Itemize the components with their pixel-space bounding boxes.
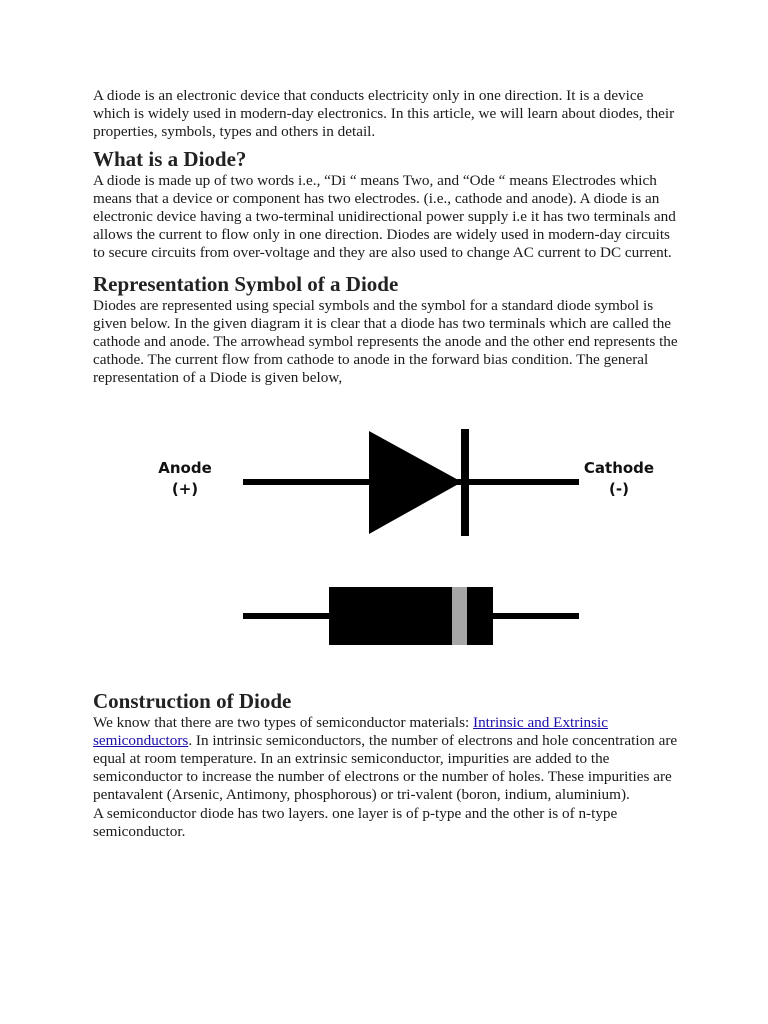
construction-text-before-link: We know that there are two types of semiconductor materials:	[93, 713, 474, 731]
anode-label-text: Anode	[158, 458, 212, 477]
diode-component-cathode-band	[452, 587, 467, 645]
semiconductors-link[interactable]: Intrinsic and Extrinsic semiconductors	[93, 713, 608, 749]
diode-symbol-triangle-anode	[369, 431, 462, 534]
paragraph-construction-layers: A semiconductor diode has two layers. one layer is of p-type and the other is of n-type semiconductor.	[93, 804, 618, 840]
heading-what-is-a-diode: What is a Diode?	[93, 146, 247, 171]
cathode-label	[559, 458, 679, 500]
intro-paragraph: A diode is an electronic device that conducts electricity only in one direction. It is a device which is widely used in modern-day electronics. In this article, we will learn about diodes, their properties, symbols, types and others in detail.	[93, 87, 675, 141]
heading-construction-of-diode: Construction of Diode	[93, 688, 292, 713]
anode-sign: (+)	[171, 479, 199, 498]
cathode-sign: (-)	[609, 479, 629, 498]
diode-diagram	[93, 388, 678, 688]
paragraph-representation-symbol: Diodes are represented using special symbols and the symbol for a standard diode symbol is given below. In the given diagram it is clear that a diode has two terminals which are called the cathode and anode. The arrowhead symbol represents the anode and the other end represents the cathode. The current flow from cathode to anode in the forward bias condition. The general representation of a Diode is given below,	[93, 296, 678, 387]
cathode-label-text: Cathode	[583, 458, 655, 477]
diode-component-body	[329, 587, 493, 645]
diode-figure	[93, 388, 678, 688]
heading-representation-symbol: Representation Symbol of a Diode	[93, 271, 399, 296]
paragraph-what-is-a-diode: A diode is made up of two words i.e., “Di “ means Two, and “Ode “ means Electrodes which means that a device or component has two electrodes. (i.e., cathode and anode). A diode is an electronic device having a two-terminal unidirectional power supply i.e it has two terminals and allows the current to flow only in one direction. Diodes are widely used in modern-day circuits to secure circuits from over-voltage and they are also used to change AC current to DC current.	[93, 171, 676, 262]
article-content	[93, 87, 678, 841]
construction-text-after-link: . In intrinsic semiconductors, the number of electrons and hole concentration are equal at room temperature. In an extrinsic semiconductor, impurities are added to the semiconductor to increase the number of electrons or the number of holes. These impurities are pentavalent (Arsenic, Antimony, phosphorous) or tri-valent (boron, indium, aluminium).	[93, 731, 678, 804]
anode-label	[125, 458, 245, 500]
diode-symbol-cathode-bar	[461, 429, 469, 536]
paragraph-construction	[93, 714, 678, 805]
